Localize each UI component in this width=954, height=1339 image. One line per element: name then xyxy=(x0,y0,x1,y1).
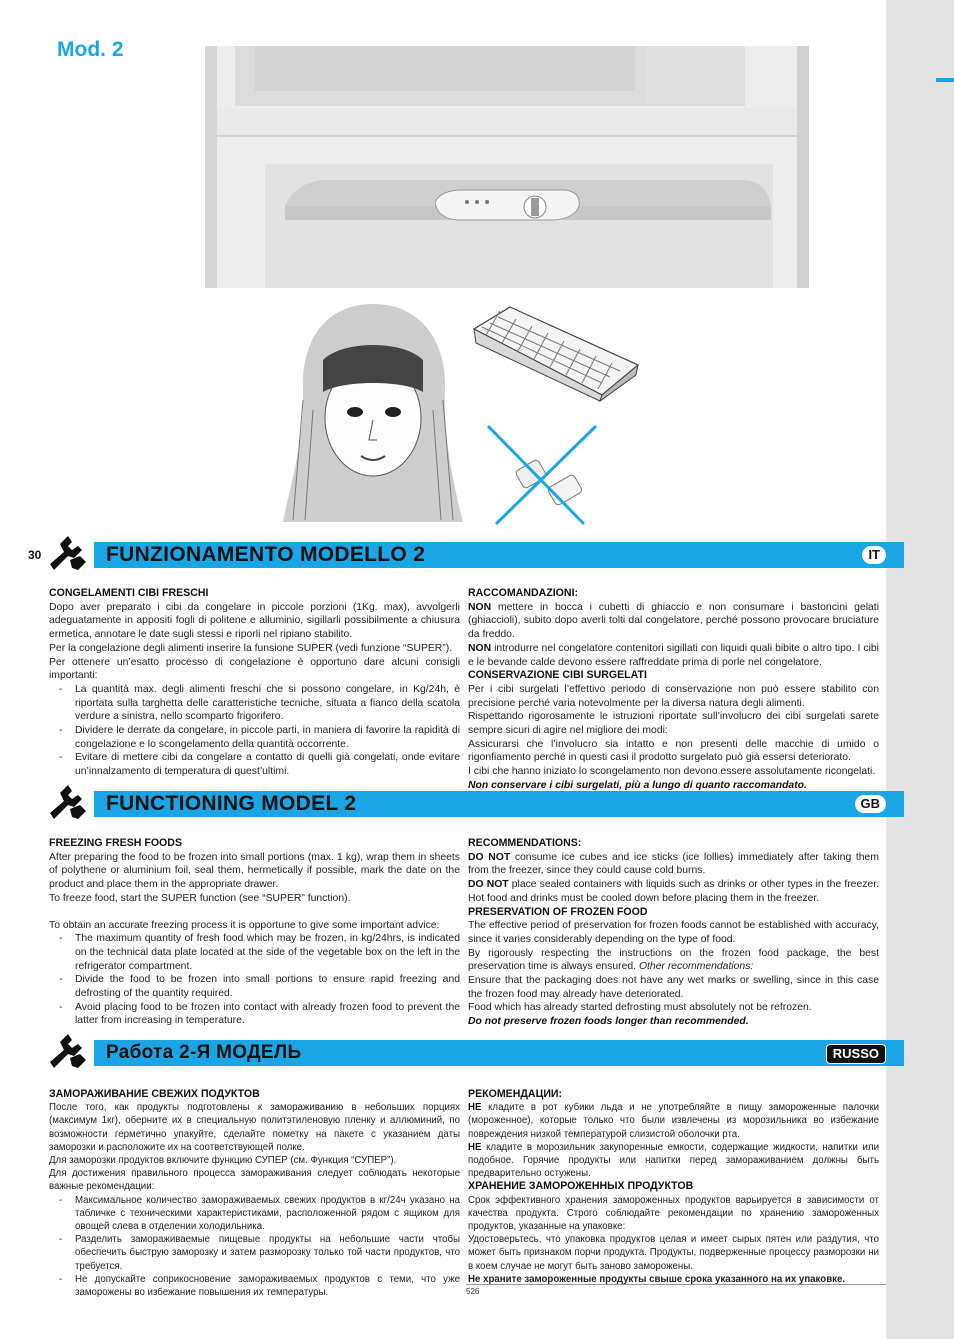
it-left-column xyxy=(49,587,460,779)
side-strip xyxy=(886,0,954,1339)
text: кладите в морозильник закупоренные емкости, содержащие жидкости, напитки или подобное. Горячие продукты или напитки перед замораживанием должны быть предварительно остужены. xyxy=(468,1141,879,1180)
paragraph xyxy=(468,1141,879,1181)
heading: FREEZING FRESH FOODS xyxy=(49,837,183,849)
paragraph: To obtain an accurate freezing process it is opportune to give some important advice: xyxy=(49,919,440,931)
paragraph: Ensure that the packaging does not have any wet marks or swelling, since in this case the frozen food may already have deteriorated. xyxy=(468,975,879,1000)
paragraph xyxy=(468,878,879,905)
keyword: DO NOT xyxy=(468,851,511,863)
text: кладите в рот кубики льда и не употребляйте в пищу замороженные палочки (мороженное), которые только что были извлечены из морозильника во избежание повреждения низкой температурой слизистой оболочки рта. xyxy=(468,1102,879,1140)
keyword: NON xyxy=(468,601,492,613)
paragraph: To freeze food, start the SUPER function (see “SUPER” function). xyxy=(49,892,351,904)
advice-list xyxy=(49,932,460,1028)
advice-list xyxy=(49,683,460,779)
list-item: - Разделить замораживаемые пищевые продукты на небольшие части чтобы обеспечить быструю заморозку и затем разморозку только той части продуктов, что требуется. xyxy=(49,1233,460,1273)
list-item: - La quantità max. degli alimenti freschi che si possono congelare, in Kg/24h, è riportata sulla targhetta delle caratteristiche tecniche, situata a fianco della scatola verdure a sinistra, nello scomparto frigorifero. xyxy=(49,683,460,724)
paragraph xyxy=(468,947,879,974)
heading: CONGELAMENTI CIBI FRESCHI xyxy=(49,587,209,599)
footer-page-number: 526 xyxy=(466,1287,480,1296)
list-item: - Не допускайте соприкосновение замораживаемых продуктов с теми, что уже заморожены во избежание повышения их температуры. xyxy=(49,1273,460,1299)
advice-list xyxy=(49,1194,460,1300)
section-title: FUNZIONAMENTO MODELLO 2 xyxy=(106,543,426,566)
paragraph: I cibi che hanno iniziato lo scongelamento non devono essere assolutamente ricongelati. xyxy=(468,766,876,778)
spacer xyxy=(49,906,460,919)
section-bar-gb xyxy=(28,791,904,817)
wrench-hand-icon xyxy=(46,783,88,821)
text: mettere in bocca i cubetti di ghiaccio e non consumare i bastoncini gelati (ghiaccioli), subito dopo averli tolti dal congelatore, perché possono provocare bruciature da freddo. xyxy=(468,601,879,641)
text: consume ice cubes and ice sticks (ice lollies) immediately after taking them from the freezer, since they could cause cold burns. xyxy=(468,851,879,877)
paragraph: Для заморозки продуктов включите функцию СУПЕР (см. Функция “СУПЕР”). xyxy=(49,1155,397,1167)
heading: CONSERVAZIONE CIBI SURGELATI xyxy=(468,669,647,682)
paragraph: Per ottenere un’esatto processo di congelazione è opportuno dare alcuni consigli importanti: xyxy=(49,656,460,682)
paragraph: Per i cibi surgelati l’effettivo periodo di conservazione non può essere stabilito con precisione perché varia notevolmente per la diversa natura degli alimenti. xyxy=(468,683,879,709)
paragraph: Assicurarsi che l’involucro sia intatto e non presenti delle macchie di umido o rigonfiamento perché in questi casi il prodotto surgelato può già essersi deteriorato. xyxy=(468,738,879,764)
paragraph: After preparing the food to be frozen into small portions (max. 1 kg), wrap them in sheets of polythene or aluminium foil, seal them, hermetically if possible, mark the date on the product and place them in the appropriate drawer. xyxy=(49,851,460,891)
list-item: - Avoid placing food to be frozen into contact with already frozen food to prevent the latter from increasing in temperature. xyxy=(49,1001,460,1028)
keyword: НЕ xyxy=(468,1102,482,1114)
list-item: - Максимальное количество замораживаемых свежих продуктов в кг/24ч указано на табличке с техническими характеристиками, расположенной рядом с ящиком для овощей слева в отделении холодильника. xyxy=(49,1194,460,1234)
wrench-hand-icon xyxy=(46,1032,88,1070)
paragraph: Rispettando rigorosamente le istruzioni riportate sull’involucro dei cibi surgelati sarete sempre sicuri di agire nel migliore dei modi: xyxy=(468,711,879,737)
forbidden-cross-icon xyxy=(480,420,600,530)
paragraph xyxy=(468,1101,879,1141)
list-item: - Divide the food to be frozen into small portions to ensure rapid freezing and defrosting of the quantity required. xyxy=(49,973,460,1000)
heading: RACCOMANDAZIONI: xyxy=(468,587,579,599)
section-bar-it xyxy=(28,542,904,568)
paragraph: Per la congelazione degli alimenti inserire la funsione SUPER (vedi funzione “SUPER”). xyxy=(49,642,453,654)
paragraph: После того, как продукты подготовлены к замораживанию в небольших порциях (максимум 1кг), оберните их в специальную политэтиленовую пленку и аллюминий, по возможности герметично упакуйте, сделайте пометку на пакете с указанием даты заморозки и расположите их на соответствующей полке. xyxy=(49,1102,460,1153)
ru-right-column xyxy=(468,1088,879,1286)
footer-divider xyxy=(466,1284,886,1285)
warning: Не храните замороженные продукты свыше срока указанного на их упаковке. xyxy=(468,1273,846,1285)
side-tab-marker xyxy=(936,78,954,82)
lang-badge-ru: RUSSO xyxy=(826,1044,886,1064)
paragraph: Food which has already started defrosting must absolutely not be refrozen. xyxy=(468,1002,812,1014)
list-item: - Evitare di mettere cibi da congelare a contatto di quelli già congelati, onde evitare un’innalzamento di temperatura di quest’ultimi. xyxy=(49,751,460,778)
heading: РЕКОМЕНДАЦИИ: xyxy=(468,1088,563,1100)
heading: RECOMMENDATIONS: xyxy=(468,837,582,849)
keyword: NON xyxy=(468,642,492,654)
it-right-column xyxy=(468,587,879,793)
paragraph: Для достижения правильного процесса замораживания следует соблюдать некоторые важные рекомендации: xyxy=(49,1168,460,1193)
warning: Do not preserve frozen foods longer than recommended. xyxy=(468,1016,749,1028)
fridge-control-panel-icon xyxy=(205,46,809,288)
keyword: DO NOT xyxy=(468,879,509,891)
warning: Non conservare i cibi surgelati, più a lungo di quanto raccomandato. xyxy=(468,779,807,791)
paragraph: Удостоверьтесь, что упаковка продуктов целая и имеет сырых пятен или раздутия, что может быть признаком порчи продукта. Продукты, подверженные процессу разморозки ни в коем случае не могут быть заново заморожены. xyxy=(468,1234,879,1272)
wrench-hand-icon xyxy=(46,534,88,572)
paragraph: Dopo aver preparato i cibi da congelare in piccole porzioni (1Kg. max), avvolgerli adeguatamente in appositi fogli di politene e alluminio, sigillarli possibilmente a chiusura ermetica, annotare le date sugli stessi e riporli nel ripiano stabilito. xyxy=(49,601,460,641)
keyword: НЕ xyxy=(468,1141,482,1153)
gb-left-column xyxy=(49,837,460,1028)
girl-illustration xyxy=(283,300,463,522)
section-title: FUNCTIONING MODEL 2 xyxy=(106,792,357,815)
paragraph: The effective period of preservation for frozen foods cannot be established with accuracy, since it varies considerably depending on the type of food. xyxy=(468,920,879,945)
section-bar-ru xyxy=(28,1040,904,1066)
ru-left-column xyxy=(49,1088,460,1299)
lang-badge-gb: GB xyxy=(855,795,887,813)
heading: PRESERVATION OF FROZEN FOOD xyxy=(468,905,648,918)
section-title: Работа 2-Я МОДЕЛЬ xyxy=(106,1042,302,1063)
text: introdurre nel congelatore contenitori sigillati con liquidi quali bibite o altro tipo. I cibi e le bevande calde devono essere raffreddate prima di porle nel congelatore. xyxy=(468,642,879,668)
list-item: - Dividere le derrate da congelare, in piccole parti, in maniera di favorire la rapidità di congelazione e lo scongelamento della quantità occorrente. xyxy=(49,724,460,751)
ice-cube-tray-icon xyxy=(470,303,640,403)
heading: ХРАНЕНИЕ ЗАМОРОЖЕННЫХ ПРОДУКТОВ xyxy=(468,1180,694,1193)
paragraph xyxy=(468,642,879,669)
paragraph xyxy=(468,851,879,878)
text: place sealed containers with liquids such as drinks or other types in the freezer. Hot food and drinks must be cooled down before placing them in the freezer. xyxy=(468,879,879,904)
lang-badge-it: IT xyxy=(862,546,886,564)
paragraph xyxy=(468,601,879,642)
list-item: - The maximum quantity of fresh food which may be frozen, in kg/24hrs, is indicated on the technical data plate located at the side of the vegetable box on the left in the refrigerator compartment. xyxy=(49,932,460,973)
text-italic: Other recommendations: xyxy=(636,961,754,973)
model-label: Mod. 2 xyxy=(57,38,124,61)
gb-right-column xyxy=(468,837,879,1029)
text: By rigorously respecting the instructions on the frozen food package, the best preservation time is always ensured. xyxy=(468,947,879,973)
page-number: 30 xyxy=(28,548,42,562)
heading: ЗАМОРАЖИВАНИЕ СВЕЖИХ ПОДУКТОВ xyxy=(49,1088,260,1100)
paragraph: Срок эффективного хранения замороженных продуктов варьируется в зависимости от качества продукта. Строго соблюдайте рекомендации по хранению замороженных продуктов, указанные на упаковке: xyxy=(468,1194,879,1233)
